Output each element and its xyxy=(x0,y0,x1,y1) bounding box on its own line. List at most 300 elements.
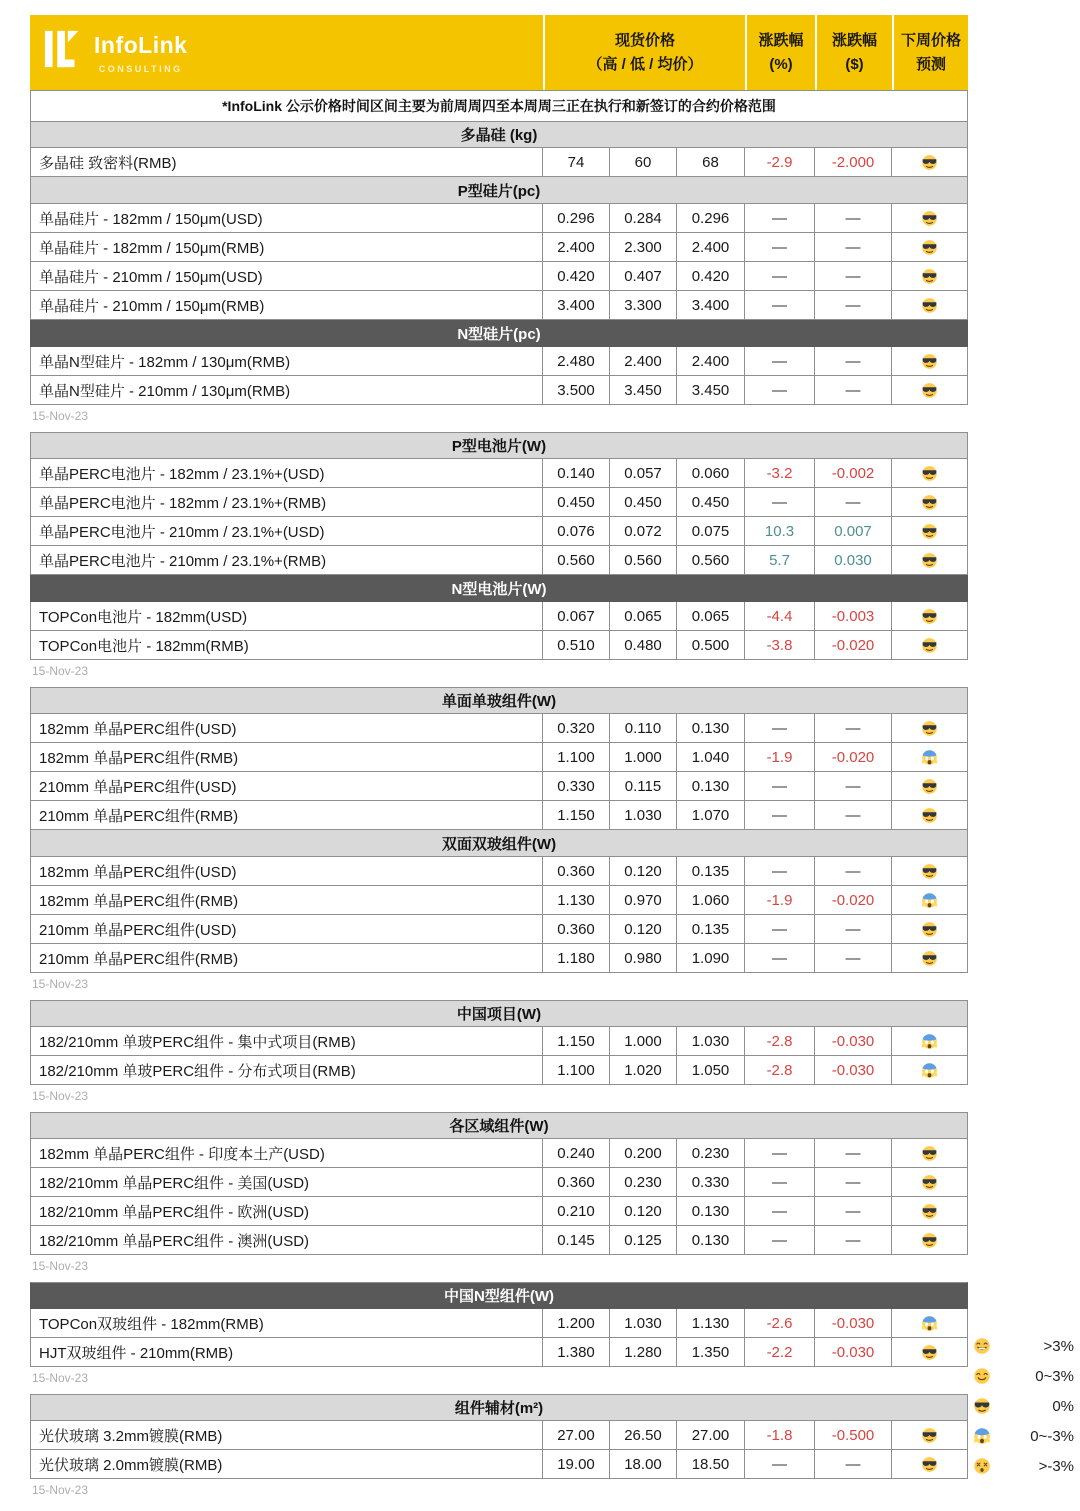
table-row xyxy=(30,376,968,405)
row-label: 单晶PERC电池片 - 210mm / 23.1%+(USD) xyxy=(31,517,543,545)
legend-item-label: >3% xyxy=(1043,1337,1074,1355)
high-price-cell: 1.150 xyxy=(543,1027,610,1055)
change-usd-cell: — xyxy=(815,1197,892,1225)
avg-price-cell: 1.090 xyxy=(677,944,745,972)
forecast-cell xyxy=(892,1338,967,1366)
infolink-logo xyxy=(30,15,543,90)
table-row xyxy=(30,488,968,517)
change-pct-cell: — xyxy=(745,1450,815,1478)
table-row xyxy=(30,148,968,177)
change-pct-cell: 10.3 xyxy=(745,517,815,545)
change-pct-cell: — xyxy=(745,1168,815,1196)
table-row xyxy=(30,546,968,575)
table-row xyxy=(30,714,968,743)
avg-price-cell: 1.040 xyxy=(677,743,745,771)
row-label: TOPCon双玻组件 - 182mm(RMB) xyxy=(31,1309,543,1337)
change-usd-cell: -0.020 xyxy=(815,743,892,771)
price-note: *InfoLink 公示价格时间区间主要为前周周四至本周周三正在执行和新签订的合约价格范围 xyxy=(30,90,968,121)
high-price-cell: 0.450 xyxy=(543,488,610,516)
change-usd-cell: -0.003 xyxy=(815,602,892,630)
change-pct-cell: — xyxy=(745,1197,815,1225)
col-header-change-usd xyxy=(815,15,892,90)
high-price-cell: 1.180 xyxy=(543,944,610,972)
avg-price-cell: 2.400 xyxy=(677,347,745,375)
avg-price-cell: 1.030 xyxy=(677,1027,745,1055)
legend-item-label: 0% xyxy=(1052,1397,1074,1415)
col-header-line: （高 / 低 / 均价） xyxy=(587,55,703,73)
sunglasses-emoji-icon xyxy=(921,950,938,967)
change-pct-cell: -1.8 xyxy=(745,1421,815,1449)
forecast-cell xyxy=(892,459,967,487)
change-pct-cell: — xyxy=(745,857,815,885)
change-usd-cell: — xyxy=(815,857,892,885)
scream-emoji-icon xyxy=(921,749,938,766)
low-price-cell: 3.450 xyxy=(610,376,677,404)
avg-price-cell: 0.135 xyxy=(677,857,745,885)
row-label: 182mm 单晶PERC组件 - 印度本土产(USD) xyxy=(31,1139,543,1167)
row-label: 单晶PERC电池片 - 182mm / 23.1%+(USD) xyxy=(31,459,543,487)
sunglasses-emoji-icon xyxy=(921,1427,938,1444)
change-usd-cell: — xyxy=(815,772,892,800)
col-header-line: 涨跌幅 xyxy=(758,31,804,49)
avg-price-cell: 0.075 xyxy=(677,517,745,545)
col-header-line: 下周价格 xyxy=(900,31,961,49)
forecast-cell xyxy=(892,517,967,545)
table-row xyxy=(30,801,968,830)
col-header-line: 现货价格 xyxy=(614,31,675,49)
change-usd-cell: — xyxy=(815,347,892,375)
avg-price-cell: 0.450 xyxy=(677,488,745,516)
section-header: 组件辅材(m²) xyxy=(30,1394,968,1421)
row-label: 210mm 单晶PERC组件(USD) xyxy=(31,915,543,943)
col-header-line: (%) xyxy=(769,55,793,73)
table-row xyxy=(30,1197,968,1226)
change-usd-cell: -0.002 xyxy=(815,459,892,487)
high-price-cell: 19.00 xyxy=(543,1450,610,1478)
col-header-change-pct xyxy=(745,15,815,90)
section-header: 中国N型组件(W) xyxy=(30,1282,968,1309)
legend-item xyxy=(973,1451,1074,1481)
row-label: 单晶PERC电池片 - 210mm / 23.1%+(RMB) xyxy=(31,546,543,574)
change-usd-cell: — xyxy=(815,376,892,404)
forecast-cell xyxy=(892,801,967,829)
sunglasses-emoji-icon xyxy=(921,154,938,171)
low-price-cell: 0.284 xyxy=(610,204,677,232)
sunglasses-emoji-icon xyxy=(921,552,938,569)
change-usd-cell: — xyxy=(815,1139,892,1167)
sunglasses-emoji-icon xyxy=(921,863,938,880)
row-label: 182mm 单晶PERC组件(USD) xyxy=(31,857,543,885)
table-group xyxy=(30,1112,968,1276)
table-row xyxy=(30,944,968,973)
table-row xyxy=(30,262,968,291)
low-price-cell: 0.480 xyxy=(610,631,677,659)
row-label: 光伏玻璃 3.2mm镀膜(RMB) xyxy=(31,1421,543,1449)
sunglasses-emoji-icon xyxy=(921,239,938,256)
date-label: 15-Nov-23 xyxy=(32,1259,89,1273)
forecast-cell xyxy=(892,857,967,885)
table-row xyxy=(30,631,968,660)
sunglasses-emoji-icon xyxy=(921,382,938,399)
table-row xyxy=(30,1139,968,1168)
infolink-logo-icon xyxy=(43,28,85,70)
high-price-cell: 0.360 xyxy=(543,857,610,885)
table-row xyxy=(30,204,968,233)
change-pct-cell: 5.7 xyxy=(745,546,815,574)
row-label: 210mm 单晶PERC组件(RMB) xyxy=(31,801,543,829)
low-price-cell: 0.072 xyxy=(610,517,677,545)
change-usd-cell: — xyxy=(815,204,892,232)
price-table xyxy=(30,15,968,1506)
change-usd-cell: 0.030 xyxy=(815,546,892,574)
row-label: 182mm 单晶PERC组件(RMB) xyxy=(31,743,543,771)
table-row xyxy=(30,1309,968,1338)
smile-emoji-icon xyxy=(973,1367,991,1385)
sunglasses-emoji-icon xyxy=(921,268,938,285)
low-price-cell: 26.50 xyxy=(610,1421,677,1449)
change-pct-cell: — xyxy=(745,801,815,829)
change-usd-cell: -0.020 xyxy=(815,631,892,659)
row-label: 单晶硅片 - 182mm / 150μm(USD) xyxy=(31,204,543,232)
sunglasses-emoji-icon xyxy=(921,608,938,625)
low-price-cell: 0.230 xyxy=(610,1168,677,1196)
section-header: 中国项目(W) xyxy=(30,1000,968,1027)
high-price-cell: 1.200 xyxy=(543,1309,610,1337)
high-price-cell: 0.145 xyxy=(543,1226,610,1254)
table-group xyxy=(30,1000,968,1106)
table-row xyxy=(30,857,968,886)
avg-price-cell: 0.330 xyxy=(677,1168,745,1196)
section-header: P型电池片(W) xyxy=(30,432,968,459)
high-price-cell: 0.067 xyxy=(543,602,610,630)
row-label: 多晶硅 致密料(RMB) xyxy=(31,148,543,176)
high-price-cell: 1.380 xyxy=(543,1338,610,1366)
high-price-cell: 27.00 xyxy=(543,1421,610,1449)
high-price-cell: 0.140 xyxy=(543,459,610,487)
change-usd-cell: — xyxy=(815,1168,892,1196)
change-pct-cell: — xyxy=(745,944,815,972)
grin-emoji-icon xyxy=(973,1337,991,1355)
avg-price-cell: 0.500 xyxy=(677,631,745,659)
sunglasses-emoji-icon xyxy=(921,1456,938,1473)
forecast-cell xyxy=(892,1226,967,1254)
low-price-cell: 18.00 xyxy=(610,1450,677,1478)
row-label: 光伏玻璃 2.0mm镀膜(RMB) xyxy=(31,1450,543,1478)
forecast-cell xyxy=(892,347,967,375)
forecast-cell xyxy=(892,1139,967,1167)
sunglasses-emoji-icon xyxy=(921,353,938,370)
forecast-cell xyxy=(892,148,967,176)
low-price-cell: 0.115 xyxy=(610,772,677,800)
date-label: 15-Nov-23 xyxy=(32,977,89,991)
forecast-cell xyxy=(892,204,967,232)
sunglasses-emoji-icon xyxy=(921,1145,938,1162)
high-price-cell: 2.480 xyxy=(543,347,610,375)
avg-price-cell: 0.130 xyxy=(677,1197,745,1225)
row-label: 182/210mm 单晶PERC组件 - 美国(USD) xyxy=(31,1168,543,1196)
sunglasses-emoji-icon xyxy=(921,494,938,511)
high-price-cell: 0.240 xyxy=(543,1139,610,1167)
section-header: 多晶硅 (kg) xyxy=(30,121,968,148)
change-pct-cell: — xyxy=(745,204,815,232)
low-price-cell: 0.120 xyxy=(610,915,677,943)
row-label: 单晶硅片 - 210mm / 150μm(USD) xyxy=(31,262,543,290)
legend-item-label: >-3% xyxy=(1038,1457,1074,1475)
change-usd-cell: — xyxy=(815,233,892,261)
low-price-cell: 0.560 xyxy=(610,546,677,574)
legend-item xyxy=(973,1421,1074,1451)
change-pct-cell: -2.9 xyxy=(745,148,815,176)
change-pct-cell: -1.9 xyxy=(745,886,815,914)
table-row xyxy=(30,1450,968,1479)
forecast-legend xyxy=(973,1331,1074,1481)
avg-price-cell: 0.060 xyxy=(677,459,745,487)
avg-price-cell: 1.060 xyxy=(677,886,745,914)
table-row xyxy=(30,602,968,631)
section-header: 双面双玻组件(W) xyxy=(30,830,968,857)
section-header: 各区域组件(W) xyxy=(30,1112,968,1139)
row-label: 单晶N型硅片 - 210mm / 130μm(RMB) xyxy=(31,376,543,404)
sunglasses-emoji-icon xyxy=(921,465,938,482)
avg-price-cell: 27.00 xyxy=(677,1421,745,1449)
avg-price-cell: 0.065 xyxy=(677,602,745,630)
change-usd-cell: 0.007 xyxy=(815,517,892,545)
low-price-cell: 0.450 xyxy=(610,488,677,516)
avg-price-cell: 18.50 xyxy=(677,1450,745,1478)
forecast-cell xyxy=(892,291,967,319)
col-header-forecast xyxy=(892,15,968,90)
forecast-cell xyxy=(892,262,967,290)
change-pct-cell: — xyxy=(745,488,815,516)
scream-emoji-icon xyxy=(921,892,938,909)
col-header-line: ($) xyxy=(845,55,864,73)
change-pct-cell: -2.6 xyxy=(745,1309,815,1337)
high-price-cell: 0.420 xyxy=(543,262,610,290)
low-price-cell: 0.110 xyxy=(610,714,677,742)
forecast-cell xyxy=(892,631,967,659)
avg-price-cell: 0.130 xyxy=(677,1226,745,1254)
row-label: 210mm 单晶PERC组件(USD) xyxy=(31,772,543,800)
change-usd-cell: — xyxy=(815,291,892,319)
change-pct-cell: -3.2 xyxy=(745,459,815,487)
low-price-cell: 1.000 xyxy=(610,1027,677,1055)
table-row xyxy=(30,1056,968,1085)
table-row xyxy=(30,459,968,488)
table-group xyxy=(30,1394,968,1500)
legend-item-label: 0~3% xyxy=(1035,1367,1074,1385)
table-header xyxy=(30,15,968,90)
avg-price-cell: 1.130 xyxy=(677,1309,745,1337)
high-price-cell: 3.500 xyxy=(543,376,610,404)
change-pct-cell: -2.2 xyxy=(745,1338,815,1366)
high-price-cell: 1.100 xyxy=(543,743,610,771)
scream-emoji-icon xyxy=(973,1427,991,1445)
high-price-cell: 1.130 xyxy=(543,886,610,914)
table-row xyxy=(30,1168,968,1197)
sunglasses-emoji-icon xyxy=(921,1174,938,1191)
row-label: 182mm 单晶PERC组件(RMB) xyxy=(31,886,543,914)
forecast-cell xyxy=(892,1421,967,1449)
change-pct-cell: — xyxy=(745,376,815,404)
table-row xyxy=(30,347,968,376)
low-price-cell: 1.000 xyxy=(610,743,677,771)
change-usd-cell: — xyxy=(815,801,892,829)
row-label: 182/210mm 单晶PERC组件 - 欧洲(USD) xyxy=(31,1197,543,1225)
change-usd-cell: -0.020 xyxy=(815,886,892,914)
change-pct-cell: -1.9 xyxy=(745,743,815,771)
avg-price-cell: 0.560 xyxy=(677,546,745,574)
col-header-line: 涨跌幅 xyxy=(831,31,877,49)
high-price-cell: 1.150 xyxy=(543,801,610,829)
high-price-cell: 2.400 xyxy=(543,233,610,261)
high-price-cell: 0.560 xyxy=(543,546,610,574)
sunglasses-emoji-icon xyxy=(921,210,938,227)
section-header: 单面单玻组件(W) xyxy=(30,687,968,714)
table-row xyxy=(30,772,968,801)
change-pct-cell: — xyxy=(745,233,815,261)
row-label: TOPCon电池片 - 182mm(RMB) xyxy=(31,631,543,659)
forecast-cell xyxy=(892,1309,967,1337)
high-price-cell: 1.100 xyxy=(543,1056,610,1084)
low-price-cell: 2.400 xyxy=(610,347,677,375)
change-usd-cell: — xyxy=(815,915,892,943)
avg-price-cell: 0.135 xyxy=(677,915,745,943)
forecast-cell xyxy=(892,714,967,742)
low-price-cell: 0.057 xyxy=(610,459,677,487)
change-pct-cell: — xyxy=(745,347,815,375)
col-header-line: 预测 xyxy=(915,55,946,73)
table-row xyxy=(30,1027,968,1056)
scream-emoji-icon xyxy=(921,1033,938,1050)
sunglasses-emoji-icon xyxy=(921,1203,938,1220)
sunglasses-emoji-icon xyxy=(921,1232,938,1249)
table-group xyxy=(30,432,968,681)
low-price-cell: 1.280 xyxy=(610,1338,677,1366)
low-price-cell: 1.030 xyxy=(610,801,677,829)
row-label: 182/210mm 单玻PERC组件 - 分布式项目(RMB) xyxy=(31,1056,543,1084)
avg-price-cell: 0.130 xyxy=(677,772,745,800)
change-pct-cell: -4.4 xyxy=(745,602,815,630)
forecast-cell xyxy=(892,743,967,771)
low-price-cell: 60 xyxy=(610,148,677,176)
table-row xyxy=(30,517,968,546)
low-price-cell: 0.980 xyxy=(610,944,677,972)
table-row xyxy=(30,1338,968,1367)
date-label: 15-Nov-23 xyxy=(32,664,89,678)
low-price-cell: 0.120 xyxy=(610,857,677,885)
row-label: 单晶N型硅片 - 182mm / 130μm(RMB) xyxy=(31,347,543,375)
high-price-cell: 0.330 xyxy=(543,772,610,800)
avg-price-cell: 0.230 xyxy=(677,1139,745,1167)
forecast-cell xyxy=(892,546,967,574)
change-usd-cell: -2.000 xyxy=(815,148,892,176)
change-pct-cell: — xyxy=(745,291,815,319)
forecast-cell xyxy=(892,233,967,261)
scream-emoji-icon xyxy=(921,1062,938,1079)
legend-item xyxy=(973,1331,1074,1361)
table-row xyxy=(30,1421,968,1450)
row-label: 单晶硅片 - 210mm / 150μm(RMB) xyxy=(31,291,543,319)
change-pct-cell: — xyxy=(745,915,815,943)
row-label: 182/210mm 单晶PERC组件 - 澳洲(USD) xyxy=(31,1226,543,1254)
forecast-cell xyxy=(892,1168,967,1196)
avg-price-cell: 0.296 xyxy=(677,204,745,232)
change-usd-cell: — xyxy=(815,262,892,290)
change-pct-cell: — xyxy=(745,1226,815,1254)
table-row xyxy=(30,1226,968,1255)
table-row xyxy=(30,743,968,772)
forecast-cell xyxy=(892,1450,967,1478)
change-pct-cell: — xyxy=(745,262,815,290)
change-usd-cell: -0.030 xyxy=(815,1027,892,1055)
avg-price-cell: 0.130 xyxy=(677,714,745,742)
sunglasses-emoji-icon xyxy=(921,778,938,795)
high-price-cell: 0.360 xyxy=(543,1168,610,1196)
sunglasses-emoji-icon xyxy=(921,523,938,540)
high-price-cell: 3.400 xyxy=(543,291,610,319)
low-price-cell: 1.030 xyxy=(610,1309,677,1337)
sunglasses-emoji-icon xyxy=(921,637,938,654)
sunglasses-emoji-icon xyxy=(921,720,938,737)
date-label: 15-Nov-23 xyxy=(32,409,89,423)
low-price-cell: 0.200 xyxy=(610,1139,677,1167)
row-label: 单晶硅片 - 182mm / 150μm(RMB) xyxy=(31,233,543,261)
date-label: 15-Nov-23 xyxy=(32,1371,89,1385)
table-group xyxy=(30,1282,968,1388)
legend-item-label: 0~-3% xyxy=(1030,1427,1074,1445)
section-header: N型电池片(W) xyxy=(30,575,968,602)
avg-price-cell: 2.400 xyxy=(677,233,745,261)
change-pct-cell: -2.8 xyxy=(745,1027,815,1055)
table-body xyxy=(30,121,968,1500)
low-price-cell: 0.970 xyxy=(610,886,677,914)
forecast-cell xyxy=(892,772,967,800)
change-usd-cell: -0.030 xyxy=(815,1056,892,1084)
forecast-cell xyxy=(892,1197,967,1225)
avg-price-cell: 0.420 xyxy=(677,262,745,290)
row-label: 210mm 单晶PERC组件(RMB) xyxy=(31,944,543,972)
high-price-cell: 0.510 xyxy=(543,631,610,659)
low-price-cell: 0.407 xyxy=(610,262,677,290)
forecast-cell xyxy=(892,488,967,516)
scream-emoji-icon xyxy=(921,1315,938,1332)
change-usd-cell: -0.030 xyxy=(815,1338,892,1366)
change-pct-cell: -3.8 xyxy=(745,631,815,659)
table-row xyxy=(30,291,968,320)
low-price-cell: 0.120 xyxy=(610,1197,677,1225)
avg-price-cell: 1.350 xyxy=(677,1338,745,1366)
col-header-spot-price xyxy=(543,15,745,90)
table-row xyxy=(30,233,968,262)
sunglasses-emoji-icon xyxy=(921,1344,938,1361)
low-price-cell: 3.300 xyxy=(610,291,677,319)
high-price-cell: 74 xyxy=(543,148,610,176)
change-pct-cell: — xyxy=(745,714,815,742)
row-label: 单晶PERC电池片 - 182mm / 23.1%+(RMB) xyxy=(31,488,543,516)
high-price-cell: 0.296 xyxy=(543,204,610,232)
table-group xyxy=(30,687,968,994)
change-pct-cell: — xyxy=(745,1139,815,1167)
low-price-cell: 0.065 xyxy=(610,602,677,630)
row-label: TOPCon电池片 - 182mm(USD) xyxy=(31,602,543,630)
brand-name: InfoLink xyxy=(94,32,188,59)
change-pct-cell: — xyxy=(745,772,815,800)
change-usd-cell: -0.500 xyxy=(815,1421,892,1449)
forecast-cell xyxy=(892,1056,967,1084)
forecast-cell xyxy=(892,1027,967,1055)
date-label: 15-Nov-23 xyxy=(32,1089,89,1103)
avg-price-cell: 3.400 xyxy=(677,291,745,319)
